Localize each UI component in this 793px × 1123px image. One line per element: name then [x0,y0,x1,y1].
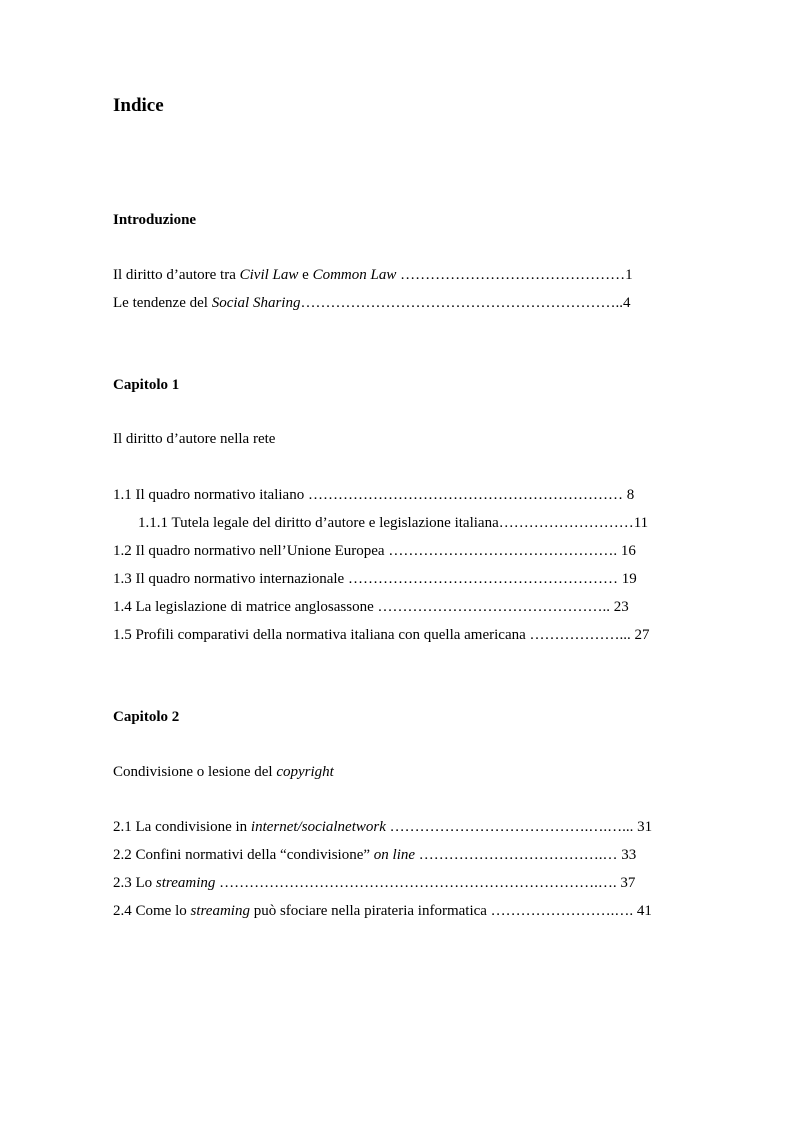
dot-leader: ……………………………………………………… [307,487,627,503]
dot-leader: ……………………………………….. [377,599,614,615]
toc-entry-1-3[interactable] [113,569,637,589]
dot-leader: ……………………………………… [396,267,626,283]
entry-text: 1.5 Profili comparativi della normativa italiana con quella americana [113,627,530,643]
page-number: 1 [625,267,633,283]
dot-leader: ………………………………….….…... [389,819,638,835]
chapter-subtitle: Il diritto d’autore nella rete [113,431,276,447]
toc-entry-2-2[interactable] [113,845,636,865]
entry-text: può sfociare nella pirateria informatica [249,903,491,919]
entry-text: e [298,267,313,283]
toc-entry-1-2[interactable] [113,541,636,561]
page-number: 19 [621,571,637,587]
dot-leader: …………………….…. [490,903,637,919]
entry-text: Le tendenze del [113,295,212,311]
dot-leader: ………………………………………. [388,543,621,559]
toc-entry-1-4[interactable] [113,597,629,617]
dot-leader: ……………………………….… [418,847,622,863]
entry-italic: internet/socialnetwork [250,819,386,835]
entry-text: 2.4 Come lo [113,903,191,919]
toc-entry-1-1[interactable] [113,485,634,505]
toc-entry-1-1-1[interactable] [138,513,648,533]
page-number: 4 [622,295,631,311]
toc-entry-1-5[interactable] [113,625,650,645]
toc-entry-2-4[interactable] [113,901,652,921]
toc-entry-2-3[interactable] [113,873,635,893]
entry-italic: streaming [155,875,216,891]
page-number: 8 [626,487,635,503]
entry-text: 1.3 Il quadro normativo internazionale [113,571,348,587]
entry-italic: Common Law [312,267,397,283]
entry-text: 2.2 Confini normativi della “condivisione” [113,847,374,863]
entry-text: 1.4 La legislazione di matrice anglosassone [113,599,378,615]
entry-italic: streaming [190,903,250,919]
entry-text: 1.1.1 Tutela legale del diritto d’autore e legislazione italiana [138,515,499,531]
entry-text: 2.3 Lo [113,875,156,891]
page-title: Indice [113,95,164,116]
chapter-subtitle [113,762,334,782]
page-number: 16 [620,543,636,559]
toc-entry-intro-2[interactable] [113,293,630,313]
entry-text: 2.1 La condivisione in [113,819,251,835]
subtitle-text: Condivisione o lesione del [113,764,277,780]
dot-leader: ………………………………………………………………….…. [219,875,621,891]
toc-entry-2-1[interactable] [113,817,652,837]
page-number: 23 [613,599,629,615]
page-number: 33 [621,847,637,863]
dot-leader: ……………………………………………………….. [300,295,623,311]
entry-text: 1.2 Il quadro normativo nell’Unione Europea [113,543,389,559]
section-heading-introduzione: Introduzione [113,212,197,228]
section-heading-capitolo-2: Capitolo 2 [113,709,180,725]
page-number: 31 [637,819,653,835]
page-number: 41 [636,903,652,919]
section-heading-capitolo-1: Capitolo 1 [113,377,180,393]
entry-italic: on line [373,847,416,863]
dot-leader: ………………... [529,627,635,643]
page-number: 11 [633,515,649,531]
dot-leader: ……………………………………………… [347,571,622,587]
entry-italic: Social Sharing [211,295,301,311]
page-number: 27 [634,627,650,643]
entry-text: Il diritto d’autore tra [113,267,240,283]
subtitle-italic: copyright [276,764,334,780]
toc-entry-intro-1[interactable] [113,265,633,285]
dot-leader: ……………………… [498,515,634,531]
page-number: 37 [620,875,636,891]
entry-text: 1.1 Il quadro normativo italiano [113,487,308,503]
entry-italic: Civil Law [239,267,299,283]
